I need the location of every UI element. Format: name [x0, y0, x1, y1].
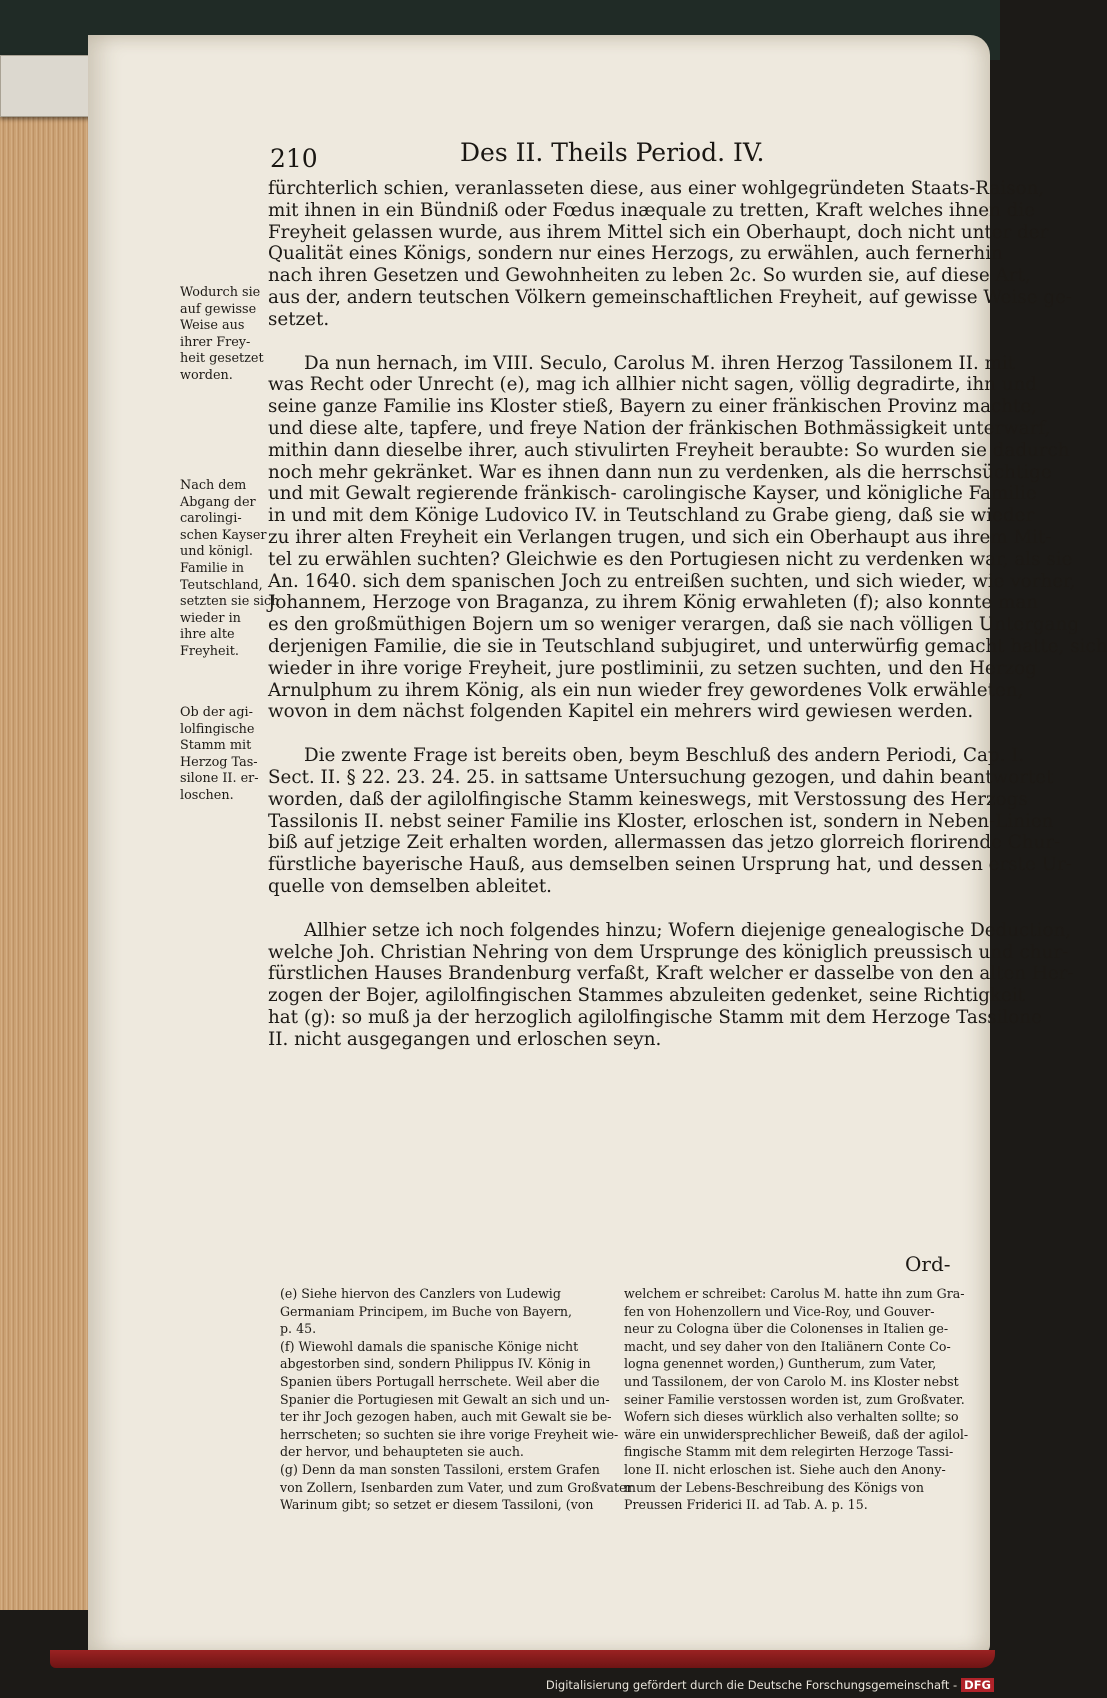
- footnote-line: (e) Siehe hiervon des Canzlers von Ludewig: [280, 1286, 561, 1301]
- footnote-line: seiner Familie verstossen worden ist, zum Großvater.: [624, 1391, 965, 1407]
- running-title: Des II. Theils Period. IV.: [460, 138, 765, 167]
- catchword: Ord-: [905, 1252, 951, 1276]
- text-line: was Recht oder Unrecht (e), mag ich allhier nicht sagen, völlig degradirte, ihn und: [268, 374, 1037, 396]
- text-line: tel zu erwählen suchten? Gleichwie es den Portugiesen nicht zu verdenken war, als sie: [268, 548, 1073, 570]
- text-line: aus der, andern teutschen Völkern gemeinschaftlichen Freyheit, auf gewisse Weise ge-: [268, 286, 1073, 308]
- paragraph: [268, 352, 1107, 724]
- margin-note-line: lolfingische: [180, 721, 255, 737]
- margin-note-line: ihre alte: [180, 627, 235, 643]
- footnote-line: Spanien übers Portugall herrschete. Weil aber die: [280, 1373, 600, 1389]
- margin-note-line: Abgang der: [180, 494, 256, 510]
- text-line: welche Joh. Christian Nehring von dem Ursprunge des königlich preussisch und chur-: [268, 941, 1069, 963]
- digitization-credit: [546, 1678, 994, 1692]
- margin-note-line: wieder in: [180, 610, 241, 626]
- margin-note-line: Ob der agi-: [180, 705, 253, 720]
- text-line: Tassilonis II. nebst seiner Familie ins Kloster, erloschen ist, sondern in Neben-Linien: [268, 810, 1054, 832]
- margin-note: [180, 285, 262, 385]
- text-line: hat (g): so muß ja der herzoglich agilolfingische Stamm mit dem Herzoge Tassilone: [268, 1006, 1042, 1028]
- footnotes-left-column: [280, 1285, 633, 1514]
- footnote-line: Wofern sich dieses würklich also verhalten sollte; so: [624, 1409, 959, 1425]
- footnote-line: und Tassilonem, der von Carolo M. ins Kloster nebst: [624, 1373, 959, 1389]
- margin-note-line: carolingi-: [180, 511, 242, 527]
- margin-note-line: schen Kayser: [180, 527, 267, 543]
- footnote-line: (f) Wiewohl damals die spanische Könige nicht: [280, 1338, 579, 1354]
- footnote-line: mum der Lebens-Beschreibung des Königs von: [624, 1479, 924, 1495]
- footnote-line: wäre ein unwidersprechlicher Beweiß, daß der agilol-: [624, 1426, 969, 1442]
- text-line: fürchterlich schien, veranlasseten diese, aus einer wohlgegründeten Staats-Raison,: [268, 178, 1045, 199]
- margin-note-line: auf gewisse: [180, 301, 257, 317]
- margin-note-line: Teutschland,: [180, 577, 263, 593]
- paragraph: [268, 178, 1073, 331]
- text-line: noch mehr gekränket. War es ihnen dann nun zu verdenken, als die herrschsüchtige: [268, 461, 1052, 483]
- footnote-line: der hervor, und behaupteten sie auch.: [280, 1444, 524, 1460]
- footnote-line: macht, und sey daher von den Italiänern Conte Co-: [624, 1338, 951, 1354]
- footnote-line: logna genennet worden,) Guntherum, zum Vater,: [624, 1356, 937, 1372]
- footnote-line: Warinum gibt; so setzet er diesem Tassiloni, (von: [280, 1497, 594, 1513]
- text-line: setzet.: [268, 308, 330, 330]
- text-line: und diese alte, tapfere, und freye Nation der fränkischen Bothmässigkeit unterwarf,: [268, 417, 1051, 439]
- margin-note-line: Freyheit.: [180, 643, 239, 659]
- margin-note-line: und königl.: [180, 544, 253, 560]
- footnote-line: welchem er schreibet: Carolus M. hatte ihn zum Gra-: [624, 1286, 965, 1301]
- text-line: zogen der Bojer, agilolfingischen Stammes abzuleiten gedenket, seine Richtigkeit: [268, 985, 1026, 1007]
- margin-note-line: Wodurch sie: [180, 285, 261, 300]
- text-line: seine ganze Familie ins Kloster stieß, Bayern zu einer fränkischen Provinz machte,: [268, 396, 1037, 418]
- footnote-line: abgestorben sind, sondern Philippus IV. König in: [280, 1356, 591, 1372]
- paragraph: [268, 919, 1074, 1051]
- footnote-line: lone II. nicht erloschen ist. Siehe auch den Anony-: [624, 1461, 946, 1477]
- text-line: II. nicht ausgegangen und erloschen seyn.: [268, 1028, 662, 1050]
- text-line: Freyheit gelassen wurde, aus ihrem Mittel sich ein Oberhaupt, doch nicht unter der: [268, 221, 1049, 243]
- text-line: und mit Gewalt regierende fränkisch- carolingische Kayser, und königliche Familie: [268, 483, 1037, 505]
- footnote-line: neur zu Cologna über die Colonenses in Italien ge-: [624, 1321, 949, 1337]
- text-line: in und mit dem Könige Ludovico IV. in Teutschland zu Grabe gieng, daß sie wieder: [268, 505, 1035, 527]
- text-line: biß auf jetzige Zeit erhalten worden, allermassen das jetzo glorreich florirende Chur-: [268, 832, 1061, 854]
- footnote-line: fingische Stamm mit dem relegirten Herzoge Tassi-: [624, 1444, 954, 1460]
- margin-note-line: Stamm mit: [180, 738, 252, 754]
- footnote-line: Spanier die Portugiesen mit Gewalt an sich und un-: [280, 1391, 610, 1407]
- page-number: 210: [270, 144, 318, 173]
- footnote-line: p. 45.: [280, 1321, 317, 1337]
- text-line: derjenigen Familie, die sie in Teutschland subjugiret, und unterwürfig gemacht hatte, sich: [268, 635, 1107, 657]
- margin-note-line: Familie in: [180, 560, 245, 576]
- running-header: [270, 138, 960, 178]
- margin-note-line: worden.: [180, 367, 233, 383]
- footnote-line: ter ihr Joch gezogen haben, auch mit Gewalt sie be-: [280, 1409, 612, 1425]
- text-line: wieder in ihre vorige Freyheit, jure postliminii, zu setzen suchten, und den Herzog: [268, 657, 1037, 679]
- text-line: Arnulphum zu ihrem König, als ein nun wieder frey gewordenes Volk erwähleten,: [268, 679, 1024, 701]
- margin-note-line: heit gesetzet: [180, 351, 264, 367]
- text-line: Die zwente Frage ist bereits oben, beym Beschluß des andern Periodi, Cap. I.: [304, 745, 1025, 767]
- margin-note-line: Weise aus: [180, 318, 245, 334]
- credit-text: Digitalisierung gefördert durch die Deutsche Forschungsgemeinschaft -: [545, 1678, 958, 1692]
- margin-note-line: Nach dem: [180, 478, 247, 493]
- footnote-line: Germaniam Principem, im Buche von Bayern,: [280, 1303, 572, 1319]
- margin-note: [180, 705, 262, 805]
- text-line: Allhier setze ich noch folgendes hinzu; Wofern diejenige genealogische Deduction,: [304, 919, 1072, 941]
- footnote-line: herrscheten; so suchten sie ihre vorige Freyheit wie-: [280, 1426, 619, 1442]
- margin-note-line: silone II. er-: [180, 771, 259, 787]
- margin-note-line: setzten sie sich: [180, 594, 280, 610]
- footnote-line: fen von Hohenzollern und Vice-Roy, und Gouver-: [624, 1303, 935, 1319]
- text-line: fürstliche bayerische Hauß, aus demselben seinen Ursprung hat, und dessen erste Ur-: [268, 854, 1072, 876]
- dfg-logo: DFG: [961, 1678, 994, 1692]
- paragraph: [268, 745, 1072, 898]
- text-line: es den großmüthigen Bojern um so weniger verargen, daß sie nach völligen Untergang: [268, 614, 1080, 636]
- footnotes-right-column: [624, 1285, 969, 1514]
- book-bottom-edge: [50, 1650, 995, 1668]
- main-text: [268, 178, 1107, 1072]
- margin-note-line: Herzog Tas-: [180, 754, 258, 770]
- text-line: An. 1640. sich dem spanischen Joch zu entreißen suchten, und sich wieder, wie vorher,: [268, 570, 1076, 592]
- footnote-line: von Zollern, Isenbarden zum Vater, und zum Großvater: [280, 1479, 633, 1495]
- text-line: quelle von demselben ableitet.: [268, 875, 552, 897]
- text-line: Johannem, Herzoge von Braganza, zu ihrem König erwahleten (f); also konnte man: [268, 592, 1039, 614]
- text-line: fürstlichen Hauses Brandenburg verfaßt, Kraft welcher er dasselbe von den alten Her-: [268, 963, 1074, 985]
- margin-note-line: loschen.: [180, 787, 234, 803]
- text-line: Sect. II. § 22. 23. 24. 25. in sattsame Untersuchung gezogen, und dahin beantwortet: [268, 766, 1054, 788]
- footnote-line: Preussen Friderici II. ad Tab. A. p. 15.: [624, 1497, 868, 1513]
- footnote-line: (g) Denn da man sonsten Tassiloni, erstem Grafen: [280, 1461, 600, 1477]
- margin-note-line: ihrer Frey-: [180, 334, 251, 350]
- text-line: worden, daß der agilolfingische Stamm keineswegs, mit Verstossung des Herzogs: [268, 788, 1028, 810]
- text-line: Qualität eines Königs, sondern nur eines Herzogs, zu erwählen, auch fernerhin: [268, 243, 1003, 265]
- margin-note: [180, 478, 280, 661]
- text-line: mit ihnen in ein Bündniß oder Fœdus inæquale zu tretten, Kraft welches ihnen die: [268, 199, 1036, 221]
- text-line: mithin dann dieselbe ihrer, auch stivulirten Freyheit beraubte: So wurden sie dadurch: [268, 439, 1070, 461]
- text-line: Da nun hernach, im VIII. Seculo, Carolus M. ihren Herzog Tassilonem II. mit: [304, 352, 1016, 374]
- text-line: wovon in dem nächst folgenden Kapitel ein mehrers wird gewiesen werden.: [268, 701, 974, 723]
- text-line: zu ihrer alten Freyheit ein Verlangen trugen, und sich ein Oberhaupt aus ihrem Mit-: [268, 526, 1052, 548]
- book-fore-edge: [0, 70, 94, 1610]
- text-line: nach ihren Gesetzen und Gewohnheiten zu leben 2c. So wurden sie, auf diese Art,: [268, 265, 1031, 287]
